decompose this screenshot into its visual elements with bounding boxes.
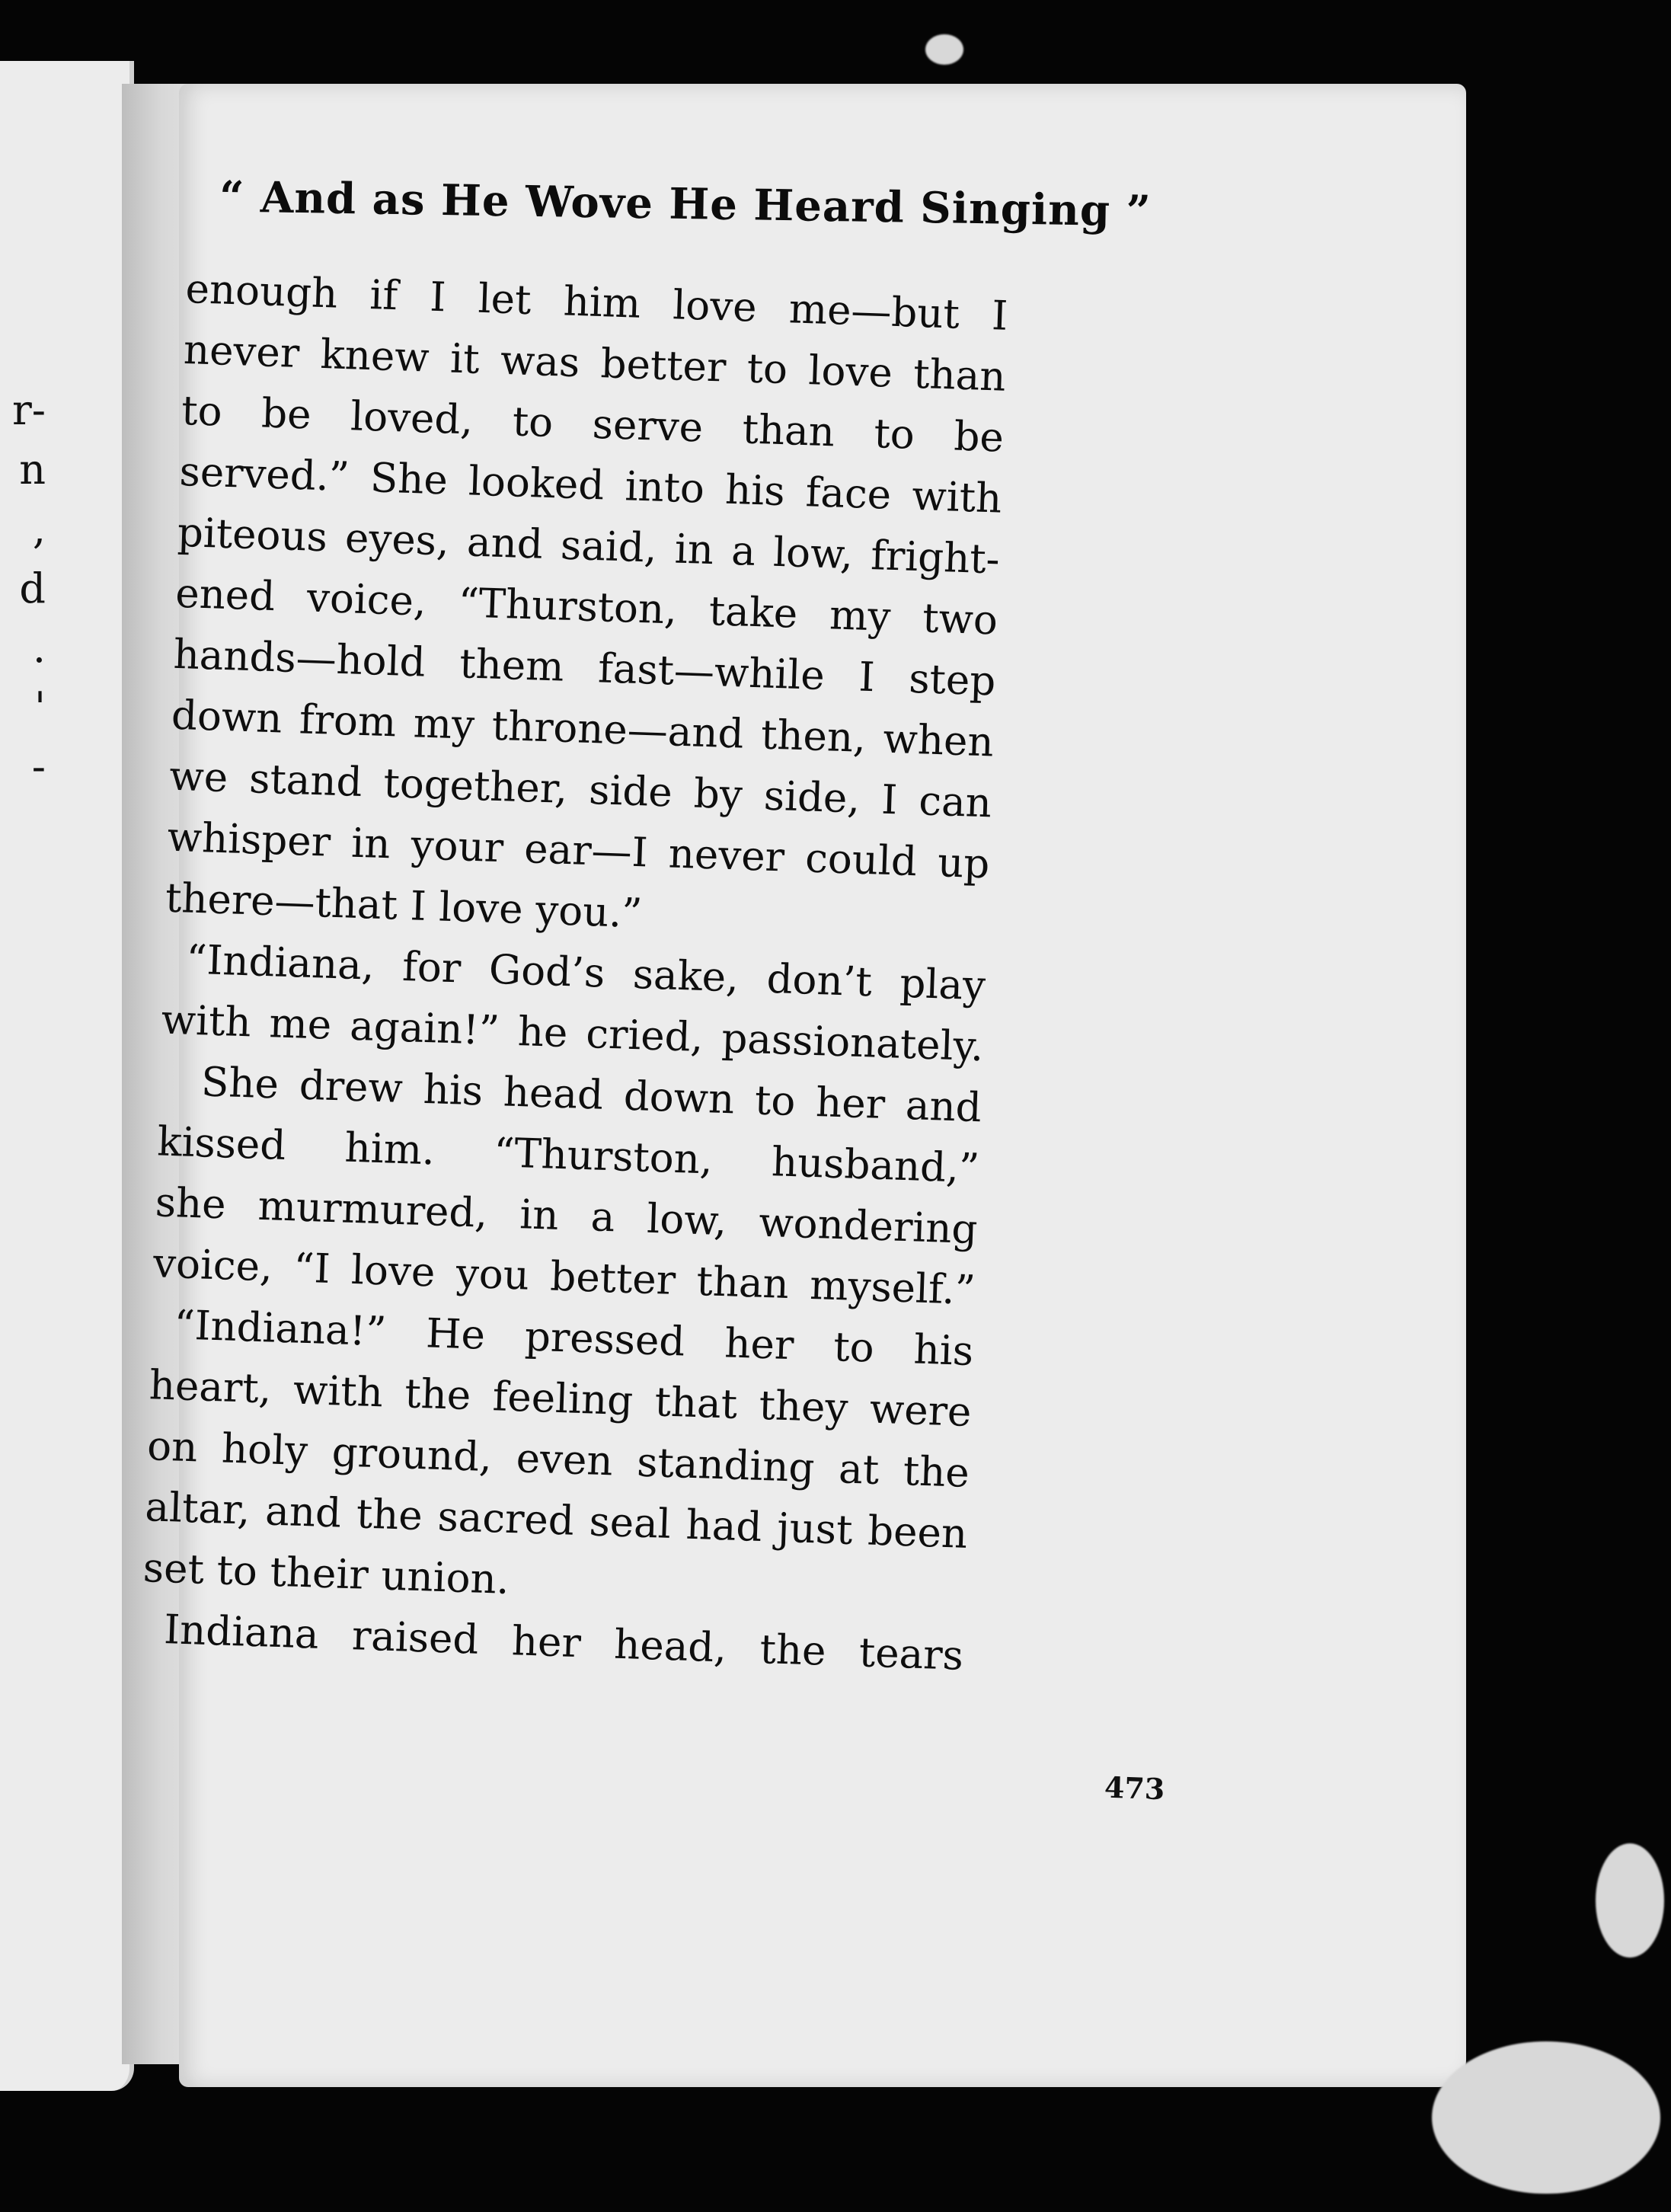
fragment-line: , (32, 505, 46, 553)
scan-damage-mark (1432, 2041, 1660, 2194)
text-line: ened voice, “Thurston, take my two (174, 570, 998, 644)
text-line: She drew his head down to her and (200, 1059, 982, 1132)
text-line: kissed him. “Thurston, husband,” (156, 1118, 980, 1193)
text-line: heart, with the feeling that they were (148, 1362, 973, 1436)
text-line: set to their union. (142, 1545, 510, 1603)
text-line: piteous eyes, and said, in a low, fright- (177, 509, 1001, 583)
text-line: there—that I love you.” (165, 874, 644, 938)
body-text (140, 259, 1008, 1687)
previous-page-text-fragments (0, 381, 46, 797)
text-line: whisper in your ear—I never could up (166, 814, 991, 888)
text-line: we stand together, side by side, I can (168, 753, 992, 827)
text-line: hands—hold them fast—while I step (172, 631, 997, 705)
text-line: served.” She looked into his face with (178, 448, 1003, 523)
text-line: never knew it was better to love than (183, 326, 1007, 401)
text-line: “Indiana!” He pressed her to his (173, 1302, 975, 1376)
text-line: Indiana raised her head, the tears (163, 1606, 964, 1680)
fragment-line: ' (34, 683, 46, 731)
text-line: on holy ground, even standing at the (146, 1423, 970, 1497)
text-line: enough if I let him love me—but I (184, 265, 1009, 340)
fragment-line: n (19, 446, 46, 494)
running-head: “ And as He Wove He Heard Singing ” (219, 171, 1152, 237)
text-line: down from my throne—and then, when (171, 692, 995, 766)
text-line: voice, “I love you better than myself.” (152, 1240, 976, 1315)
text-line: altar, and the sacred seal had just been (144, 1484, 969, 1558)
text-line: she murmured, in a low, wondering (154, 1179, 979, 1254)
scan-damage-mark (925, 34, 963, 65)
scan-damage-mark (1596, 1843, 1664, 1958)
fragment-line: . (32, 624, 46, 672)
fragment-line: r- (11, 386, 46, 434)
text-line: with me again!” he cried, passionately. (160, 996, 985, 1071)
page-number: 473 (1104, 1769, 1166, 1807)
previous-page (0, 61, 134, 2091)
text-line: to be loved, to serve than to be (181, 387, 1005, 462)
text-line: “Indiana, for God’s sake, don’t play (185, 936, 986, 1010)
fragment-line: - (31, 743, 46, 791)
fragment-line: d (19, 564, 46, 612)
